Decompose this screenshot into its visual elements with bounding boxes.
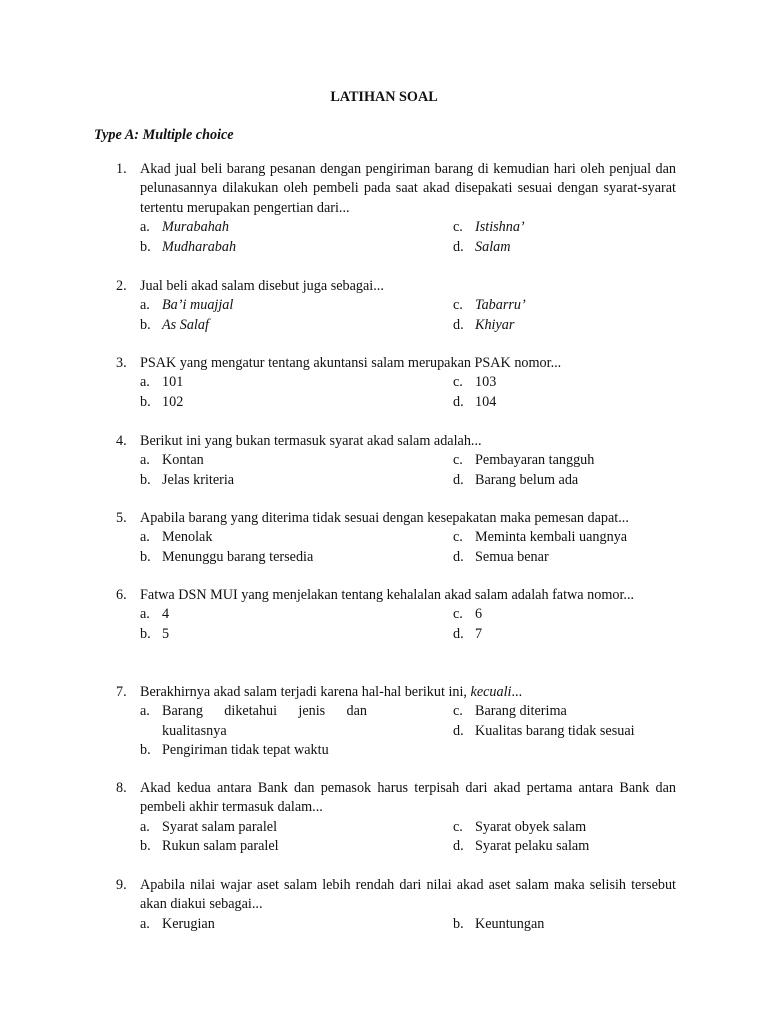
- option-d: Barang belum ada: [475, 471, 579, 488]
- option-row: [140, 625, 676, 644]
- option-label: a.: [140, 529, 150, 546]
- options: [140, 702, 676, 760]
- option-label: b.: [453, 915, 464, 932]
- question-7: [116, 683, 676, 760]
- option-label: d.: [453, 393, 464, 410]
- question-4: [116, 432, 676, 490]
- option-b: 5: [162, 625, 170, 642]
- question-number: 6.: [116, 587, 127, 603]
- options: [140, 373, 676, 412]
- question-8: [116, 779, 676, 857]
- question-9: [116, 876, 676, 934]
- question-text-end: ...: [511, 684, 523, 700]
- question-number: 9.: [116, 877, 127, 893]
- option-row: [140, 471, 676, 490]
- option-c: Pembayaran tangguh: [475, 452, 595, 469]
- question-text: Apabila barang yang diterima tidak sesuai dengan kesepakatan maka pemesan dapat...: [140, 510, 629, 526]
- option-b: Keuntungan: [475, 915, 545, 932]
- option-row: [140, 451, 676, 470]
- options: [140, 818, 676, 857]
- option-label: d.: [453, 548, 464, 565]
- option-row: [140, 818, 676, 837]
- option-row: [140, 393, 676, 412]
- option-row: [140, 548, 676, 567]
- option-a: Ba’i muajjal: [162, 297, 234, 314]
- options: [140, 605, 676, 644]
- option-label: b.: [140, 625, 151, 642]
- option-d: Salam: [475, 238, 511, 255]
- option-c: Barang diterima: [475, 703, 567, 720]
- option-a: Barang diketahui jenis dan kualitasnya: [162, 703, 367, 739]
- option-d: 7: [475, 625, 483, 642]
- options: [140, 218, 676, 257]
- question-number: 2.: [116, 278, 127, 294]
- option-row: [140, 915, 676, 934]
- option-label: d.: [453, 316, 464, 333]
- option-label: c.: [453, 219, 463, 236]
- option-row: [140, 528, 676, 547]
- option-b: Pengiriman tidak tepat waktu: [162, 742, 329, 759]
- option-b: 102: [162, 393, 184, 410]
- option-d: Semua benar: [475, 548, 549, 565]
- option-label: c.: [453, 703, 463, 720]
- option-row: [140, 837, 676, 856]
- option-label: a.: [140, 818, 150, 835]
- option-row: [140, 373, 676, 392]
- options: [140, 915, 676, 934]
- question-number: 1.: [116, 161, 127, 177]
- option-label: c.: [453, 606, 463, 623]
- option-c: Tabarru’: [475, 297, 526, 314]
- option-b: As Salaf: [162, 316, 209, 333]
- option-a: Syarat salam paralel: [162, 818, 278, 835]
- option-label: c.: [453, 452, 463, 469]
- question-text: Berikut ini yang bukan termasuk syarat akad salam adalah...: [140, 433, 482, 449]
- question-text: Akad jual beli barang pesanan dengan pengiriman barang di kemudian hari oleh penjual dan pelunasannya dilakukan oleh pembeli pada saat akad disepakati sesuai dengan syarat-syarat tertentu merupakan pengertian dari...: [140, 161, 676, 216]
- option-label: b.: [140, 742, 151, 759]
- option-c: Istishna’: [475, 219, 525, 236]
- option-label: a.: [140, 452, 150, 469]
- question-text: Jual beli akad salam disebut juga sebagai...: [140, 278, 384, 294]
- question-text: Fatwa DSN MUI yang menjelakan tentang kehalalan akad salam adalah fatwa nomor...: [140, 587, 635, 603]
- question-2: [116, 277, 676, 335]
- option-label: d.: [453, 838, 464, 855]
- option-d: Syarat pelaku salam: [475, 838, 590, 855]
- question-text: Akad kedua antara Bank dan pemasok harus terpisah dari akad pertama antara Bank dan pembeli akhir termasuk dalam...: [140, 780, 676, 816]
- option-label: a.: [140, 606, 150, 623]
- option-label: c.: [453, 529, 463, 546]
- question-text: PSAK yang mengatur tentang akuntansi salam merupakan PSAK nomor...: [140, 355, 562, 371]
- question-text-main: Berakhirnya akad salam terjadi karena hal-hal berikut ini,: [140, 684, 471, 700]
- options: [140, 528, 676, 567]
- option-a: 101: [162, 374, 184, 391]
- option-b: Rukun salam paralel: [162, 838, 279, 855]
- option-a: Kontan: [162, 452, 204, 469]
- option-d: 104: [475, 393, 497, 410]
- page-title: LATIHAN SOAL: [330, 89, 438, 105]
- option-label: b.: [140, 316, 151, 333]
- option-a: Murabahah: [162, 219, 229, 236]
- question-6: [116, 586, 676, 644]
- option-row: [140, 296, 676, 315]
- option-a: Menolak: [162, 529, 213, 546]
- option-label: b.: [140, 393, 151, 410]
- question-text-italic: kecuali: [470, 684, 512, 700]
- question-number: 7.: [116, 684, 127, 700]
- option-label: a.: [140, 297, 150, 314]
- option-row: [140, 605, 676, 624]
- option-label: a.: [140, 374, 150, 391]
- option-label: b.: [140, 838, 151, 855]
- question-text: [140, 683, 676, 702]
- option-label: d.: [453, 471, 464, 488]
- option-label: c.: [453, 297, 463, 314]
- option-c: 103: [475, 374, 497, 391]
- question-5: [116, 509, 676, 567]
- options: [140, 296, 676, 335]
- option-c: 6: [475, 606, 483, 623]
- option-row: [140, 218, 676, 237]
- question-number: 8.: [116, 780, 127, 796]
- option-c: Syarat obyek salam: [475, 818, 587, 835]
- question-text: Apabila nilai wajar aset salam lebih rendah dari nilai akad aset salam maka selisih tersebut akan diakui sebagai...: [140, 877, 676, 913]
- option-label: b.: [140, 238, 151, 255]
- options: [140, 451, 676, 490]
- question-number: 5.: [116, 510, 127, 526]
- option-label: d.: [453, 625, 464, 642]
- option-label: a.: [140, 915, 150, 932]
- option-row: [140, 238, 676, 257]
- option-label: d.: [453, 238, 464, 255]
- option-b: Menunggu barang tersedia: [162, 548, 314, 565]
- option-label: b.: [140, 548, 151, 565]
- option-label: a.: [140, 219, 150, 236]
- option-c: Meminta kembali uangnya: [475, 529, 628, 546]
- section-heading: Type A: Multiple choice: [94, 127, 234, 143]
- option-label: d.: [453, 722, 464, 739]
- option-label: a.: [140, 703, 150, 720]
- option-row: [140, 316, 676, 335]
- question-number: 4.: [116, 433, 127, 449]
- question-number: 3.: [116, 355, 127, 371]
- option-d: Khiyar: [475, 316, 515, 333]
- option-b: Jelas kriteria: [162, 471, 235, 488]
- option-label: b.: [140, 471, 151, 488]
- option-a: Kerugian: [162, 915, 215, 932]
- option-label: c.: [453, 374, 463, 391]
- option-d: Kualitas barang tidak sesuai: [475, 722, 635, 739]
- question-3: [116, 354, 676, 412]
- question-1: [116, 160, 676, 257]
- option-b: Mudharabah: [162, 238, 237, 255]
- option-label: c.: [453, 818, 463, 835]
- option-a: 4: [162, 606, 170, 623]
